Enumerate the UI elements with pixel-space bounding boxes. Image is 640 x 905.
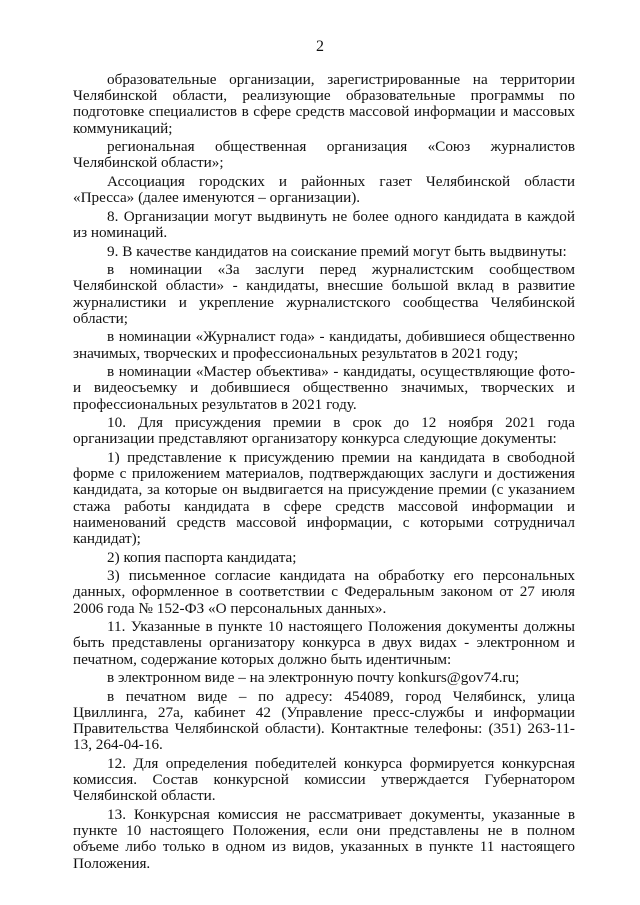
paragraph-document-2: 2) копия паспорта кандидата;	[107, 548, 297, 566]
document-body	[73, 72, 575, 874]
paragraph-journalists-union: региональная общественная организация «Союз журналистов Челябинской области»;	[73, 138, 575, 172]
paragraph-nomination-lens-master: в номинации «Мастер объектива» - кандидаты, осуществляющие фото- и видеосъемку и добившиеся общественно значимых, творческих и профессиональных результатов в 2021 году.	[73, 363, 575, 413]
page-number: 2	[316, 38, 324, 55]
paragraph-document-1: 1) представление к присуждению премии на кандидата в свободной форме с приложением материалов, подтверждающих заслуги и достижения кандидата, за которые он выдвигается на присуждение премии (с указанием стажа работы кандидата в сфере средств массовой информации и наименований средств массовой информации, с которыми сотрудничал кандидат);	[73, 448, 575, 547]
paragraph-item-8: 8. Организации могут выдвинуть не более одного кандидата в каждой из номинаций.	[73, 207, 575, 241]
paragraph-press-association: Ассоциация городских и районных газет Челябинской области «Пресса» (далее именуются – организации).	[73, 173, 575, 207]
paragraph-item-11: 11. Указанные в пункте 10 настоящего Положения документы должны быть представлены организатору конкурса в двух видах - электронном и печатном, содержание которых должно быть идентичным:	[73, 618, 575, 668]
paragraph-item-13: 13. Конкурсная комиссия не рассматривает документы, указанные в пункте 10 настоящего Положения, если они представлены не в полном объеме либо только в одном из видов, указанных в пункте 11 настоящего Положения.	[73, 805, 575, 872]
paragraph-item-12: 12. Для определения победителей конкурса формируется конкурсная комиссия. Состав конкурсной комиссии утверждается Губернатором Челябинской области.	[73, 754, 575, 805]
paragraph-electronic-submission: в электронном виде – на электронную почту konkurs@gov74.ru;	[107, 669, 520, 687]
paragraph-educational-organizations: образовательные организации, зарегистрированные на территории Челябинской области, реализующие образовательные программы по подготовке специалистов в сфере средств массовой информации и массовых коммуникаций;	[73, 71, 575, 137]
paragraph-nomination-journalist-of-year: в номинации «Журналист года» - кандидаты, добившиеся общественно значимых, творческих и профессиональных результатов в 2021 году;	[73, 328, 575, 362]
paragraph-printed-submission: в печатном виде – по адресу: 454089, город Челябинск, улица Цвиллинга, 27а, кабинет 42 (Управление пресс-службы и информации Правительства Челябинской области). Контактные телефоны: (351) 263-11-13, 264-04-16.	[73, 687, 575, 754]
paragraph-item-9: 9. В качестве кандидатов на соискание премий могут быть выдвинуты:	[107, 242, 567, 260]
paragraph-item-10: 10. Для присуждения премии в срок до 12 ноября 2021 года организации представляют организатору конкурса следующие документы:	[73, 414, 575, 448]
paragraph-nomination-merit: в номинации «За заслуги перед журналистским сообществом Челябинской области» - кандидаты, внесшие большой вклад в развитие журналистики и укрепление журналистского сообщества Челябинской области;	[73, 261, 575, 327]
paragraph-document-3: 3) письменное согласие кандидата на обработку его персональных данных, оформленное в соответствии с Федеральным законом от 27 июля 2006 года № 152-ФЗ «О персональных данных».	[73, 567, 575, 617]
